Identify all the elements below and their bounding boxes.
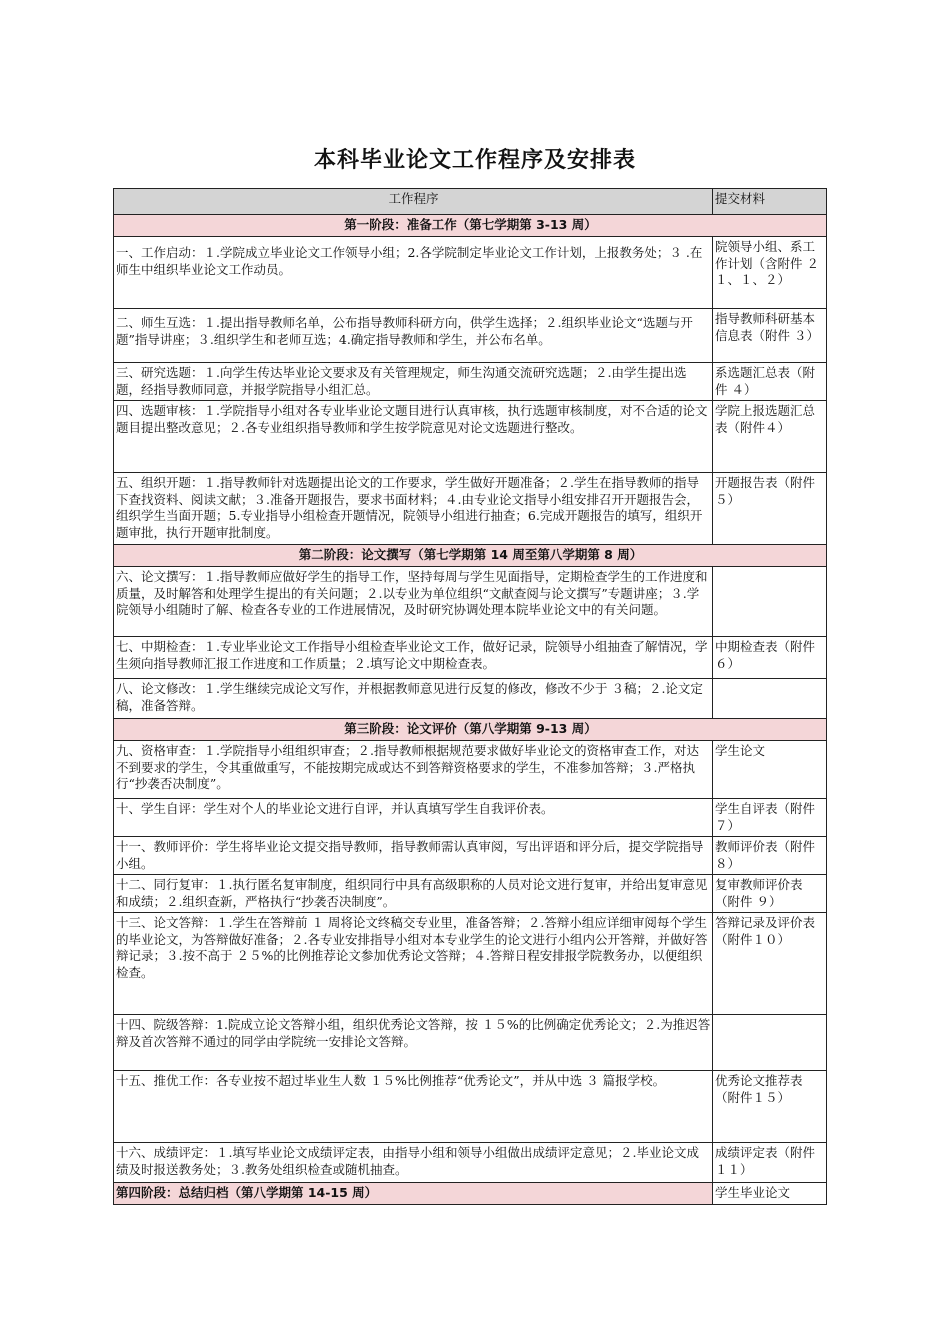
step-cell: 十一、教师评价：学生将毕业论文提交指导教师，指导教师需认真审阅，写出评语和评分后，提交学院指导小组。 (114, 837, 713, 875)
table-row (114, 473, 827, 545)
table-row (114, 837, 827, 875)
table-row (114, 309, 827, 363)
table-row (114, 1071, 827, 1143)
material-cell: 系选题汇总表（附件 ４） (713, 363, 827, 401)
phase-1-label: 第一阶段：准备工作（第七学期第 3-13 周） (114, 215, 827, 237)
phase-4-label: 第四阶段：总结归档（第八学期第 14-15 周） (114, 1183, 713, 1205)
step-cell: 八、论文修改：１.学生继续完成论文写作，并根据教师意见进行反复的修改，修改不少于 ３稿；２.论文定稿，准备答辩。 (114, 679, 713, 719)
table-row (114, 741, 827, 799)
step-cell: 十六、成绩评定：１.填写毕业论文成绩评定表，由指导小组和领导小组做出成绩评定意见；２.毕业论文成绩及时报送教务处；３.教务处组织检查或随机抽查。 (114, 1143, 713, 1183)
table-row (114, 401, 827, 473)
table-row (114, 1143, 827, 1183)
phase-row (114, 545, 827, 567)
material-cell: 院领导小组、系工作计划（含附件 ２１、１、２） (713, 237, 827, 309)
material-cell: 教师评价表（附件 ８） (713, 837, 827, 875)
step-cell: 十四、院级答辩：1.院成立论文答辩小组，组织优秀论文答辩，按 １５%的比例确定优秀论文；２.为推迟答辩及首次答辩不通过的同学由学院统一安排论文答辩。 (114, 1015, 713, 1071)
table-row (114, 875, 827, 913)
step-cell: 一、工作启动：１.学院成立毕业论文工作领导小组；2.各学院制定毕业论文工作计划，上报教务处；３ .在师生中组织毕业论文工作动员。 (114, 237, 713, 309)
table-row (114, 1015, 827, 1071)
final-material-cell: 学生毕业论文 (713, 1183, 827, 1205)
material-cell: 开题报告表（附件 ５） (713, 473, 827, 545)
step-cell: 十、学生自评：学生对个人的毕业论文进行自评，并认真填写学生自我评价表。 (114, 799, 713, 837)
table-row (114, 913, 827, 1015)
header-procedure: 工作程序 (114, 189, 713, 215)
phase-2-label: 第二阶段：论文撰写（第七学期第 14 周至第八学期第 8 周） (114, 545, 827, 567)
table-row (114, 799, 827, 837)
material-cell (713, 567, 827, 637)
material-cell: 复审教师评价表（附件 ９） (713, 875, 827, 913)
step-cell: 五、组织开题：１.指导教师针对选题提出论文的工作要求，学生做好开题准备；２.学生在指导教师的指导下查找资料、阅读文献；３.准备开题报告，要求书面材料；４.由专业论文指导小组安排召开开题报告会，组织学生当面开题；5.专业指导小组检查开题情况，院领导小组进行抽查；6.完成开题报告的填写，组织开题审批，执行开题审批制度。 (114, 473, 713, 545)
material-cell: 指导教师科研基本信息表（附件 ３） (713, 309, 827, 363)
header-materials: 提交材料 (713, 189, 827, 215)
step-cell: 十二、同行复审：１.执行匿名复审制度，组织同行中具有高级职称的人员对论文进行复审，并给出复审意见和成绩；２.组织查新，严格执行“抄袭否决制度”。 (114, 875, 713, 913)
procedure-table (113, 188, 827, 1205)
material-cell: 优秀论文推荐表（附件１５） (713, 1071, 827, 1143)
phase-row (114, 215, 827, 237)
table-row (114, 363, 827, 401)
material-cell (713, 1015, 827, 1071)
step-cell: 十三、论文答辩：１.学生在答辩前 １ 周将论文终稿交专业里，准备答辩；２.答辩小组应详细审阅每个学生的毕业论文，为答辩做好准备；２.各专业安排指导小组对本专业学生的论文进行小组内公开答辩，并做好答辩记录；３.按不高于 ２５%的比例推荐论文参加优秀论文答辩；４.答辩日程安排报学院教务办，以便组织检查。 (114, 913, 713, 1015)
step-cell: 三、研究选题：１.向学生传达毕业论文要求及有关管理规定，师生沟通交流研究选题；２.由学生提出选题，经指导教师同意，并报学院指导小组汇总。 (114, 363, 713, 401)
material-cell (713, 679, 827, 719)
material-cell: 中期检查表（附件 ６） (713, 637, 827, 679)
table-row (114, 679, 827, 719)
table-row (114, 567, 827, 637)
table-row (114, 637, 827, 679)
step-cell: 十五、推优工作：各专业按不超过毕业生人数 １５%比例推荐“优秀论文”，并从中选 ３ 篇报学校。 (114, 1071, 713, 1143)
table-header-row (114, 189, 827, 215)
material-cell: 学生自评表（附件 ７） (713, 799, 827, 837)
material-cell: 学生论文 (713, 741, 827, 799)
step-cell: 七、中期检查：１.专业毕业论文工作指导小组检查毕业论文工作，做好记录，院领导小组抽查了解情况，学生须向指导教师汇报工作进度和工作质量；２.填写论文中期检查表。 (114, 637, 713, 679)
step-cell: 六、论文撰写：１.指导教师应做好学生的指导工作，坚持每周与学生见面指导，定期检查学生的工作进度和质量，及时解答和处理学生提出的有关问题；２.以专业为单位组织“文献查阅与论文撰写”专题讲座；３.学院领导小组随时了解、检查各专业的工作进展情况，及时研究协调处理本院毕业论文中的有关问题。 (114, 567, 713, 637)
material-cell: 学院上报选题汇总表（附件４） (713, 401, 827, 473)
table-row (114, 237, 827, 309)
document-title: 本科毕业论文工作程序及安排表 (313, 148, 636, 173)
phase-row (114, 719, 827, 741)
step-cell: 四、选题审核：１.学院指导小组对各专业毕业论文题目进行认真审核，执行选题审核制度，对不合适的论文题目提出整改意见；２.各专业组织指导教师和学生按学院意见对论文选题进行整改。 (114, 401, 713, 473)
material-cell: 答辩记录及评价表（附件１０） (713, 913, 827, 1015)
step-cell: 二、师生互选：１.提出指导教师名单，公布指导教师科研方向，供学生选择；２.组织毕业论文“选题与开题”指导讲座；３.组织学生和老师互选；4.确定指导教师和学生，并公布名单。 (114, 309, 713, 363)
step-cell: 九、资格审查：１.学院指导小组组织审查；２.指导教师根据规范要求做好毕业论文的资格审查工作，对达不到要求的学生，令其重做重写，不能按期完成或达不到答辩资格要求的学生，不准参加答辩；３.严格执行“抄袭否决制度”。 (114, 741, 713, 799)
material-cell: 成绩评定表（附件 １１） (713, 1143, 827, 1183)
phase-3-label: 第三阶段：论文评价（第八学期第 9-13 周） (114, 719, 827, 741)
phase-row (114, 1183, 827, 1205)
